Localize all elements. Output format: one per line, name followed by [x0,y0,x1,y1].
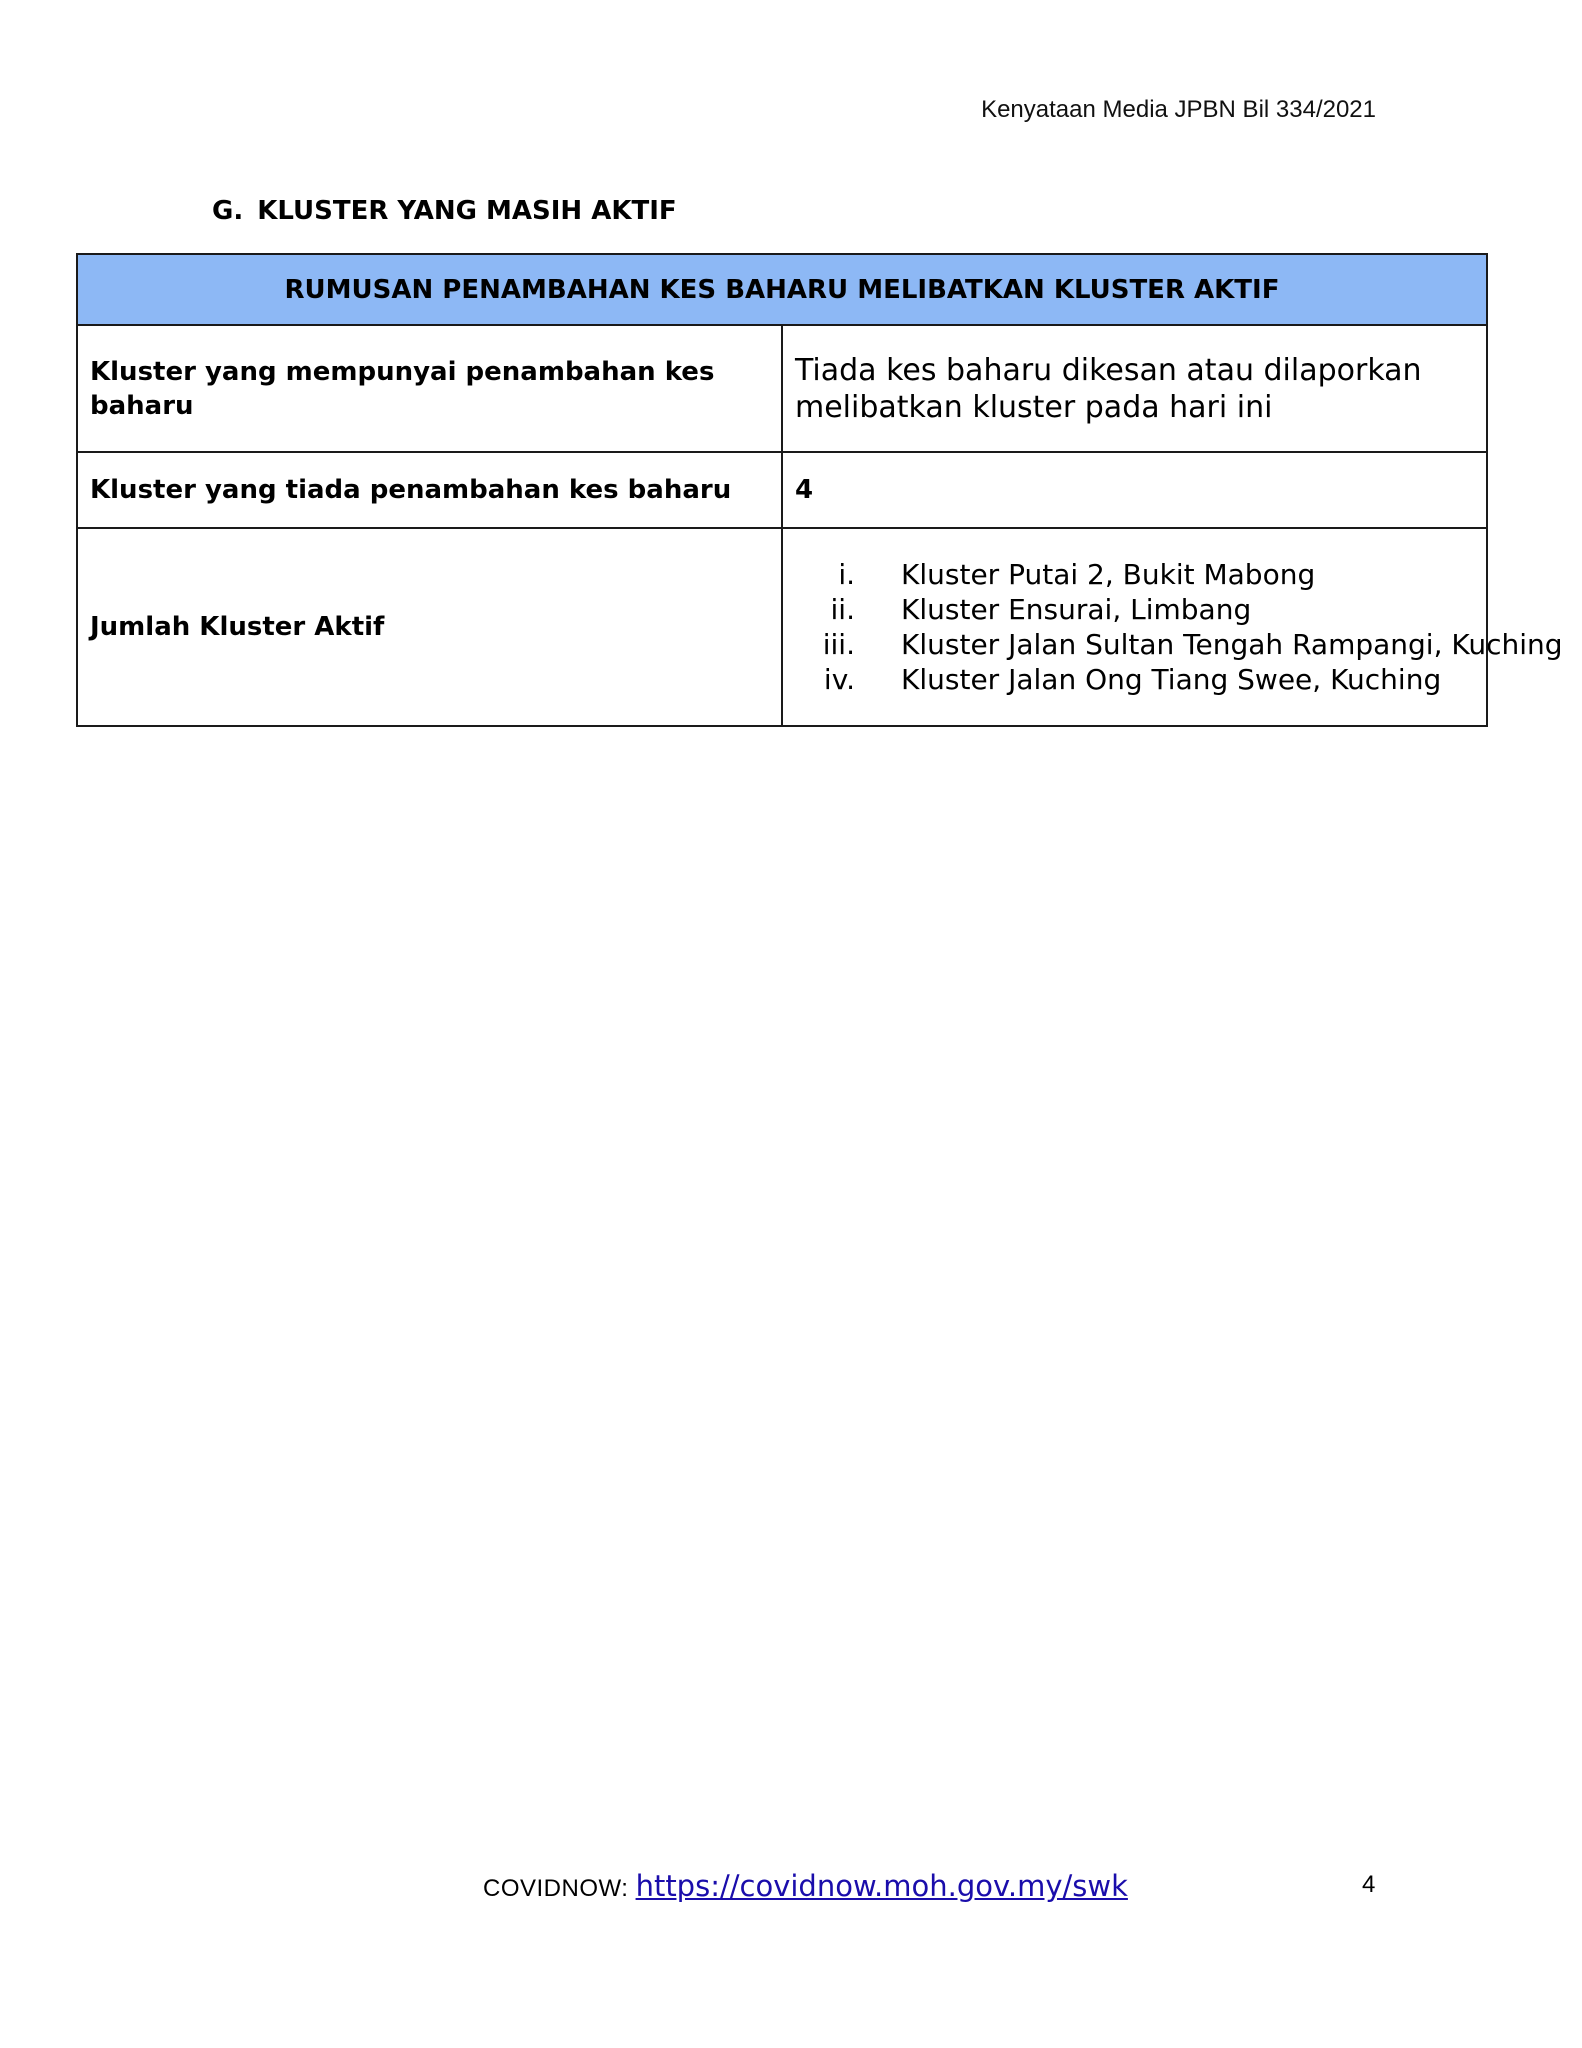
table-row-new-cases [77,325,1487,452]
footer-label: COVIDNOW: [483,1875,636,1902]
list-item [795,627,1563,662]
row-label-no-new-cases: Kluster yang tiada penambahan kes baharu [77,452,782,528]
table-row-active-total [77,528,1487,726]
list-item [795,662,1474,697]
list-numeral: iii. [822,628,855,661]
table-row-no-new-cases [77,452,1487,528]
row-value-no-new-cases: 4 [782,452,1487,528]
list-numeral: ii. [830,593,855,626]
cluster-name: Kluster Jalan Sultan Tengah Rampangi, Kuching [901,628,1563,661]
active-cluster-list [795,557,1563,697]
table-title: RUMUSAN PENAMBAHAN KES BAHARU MELIBATKAN KLUSTER AKTIF [77,254,1487,325]
list-item [795,592,1474,627]
section-title: KLUSTER YANG MASIH AKTIF [257,196,677,226]
list-item [795,557,1474,592]
row-value-active-list [782,528,1563,726]
list-numeral: i. [838,558,855,591]
row-value-new-cases: Tiada kes baharu dikesan atau dilaporkan melibatkan kluster pada hari ini [782,325,1487,452]
page-footer [483,1869,1128,1903]
document-reference: Kenyataan Media JPBN Bil 334/2021 [981,96,1376,123]
page-number: 4 [1362,1871,1376,1898]
table-title-row [77,254,1487,325]
section-heading [212,196,677,226]
cluster-name: Kluster Putai 2, Bukit Mabong [901,558,1316,591]
cluster-name: Kluster Ensurai, Limbang [901,593,1252,626]
list-numeral: iv. [823,663,855,696]
cluster-name: Kluster Jalan Ong Tiang Swee, Kuching [901,663,1442,696]
row-label-new-cases: Kluster yang mempunyai penambahan kes baharu [77,325,782,452]
section-letter: G. [212,196,244,226]
covidnow-link[interactable]: https://covidnow.moh.gov.my/swk [635,1869,1128,1903]
row-label-active-total: Jumlah Kluster Aktif [77,528,782,726]
cluster-summary-table [76,253,1563,727]
